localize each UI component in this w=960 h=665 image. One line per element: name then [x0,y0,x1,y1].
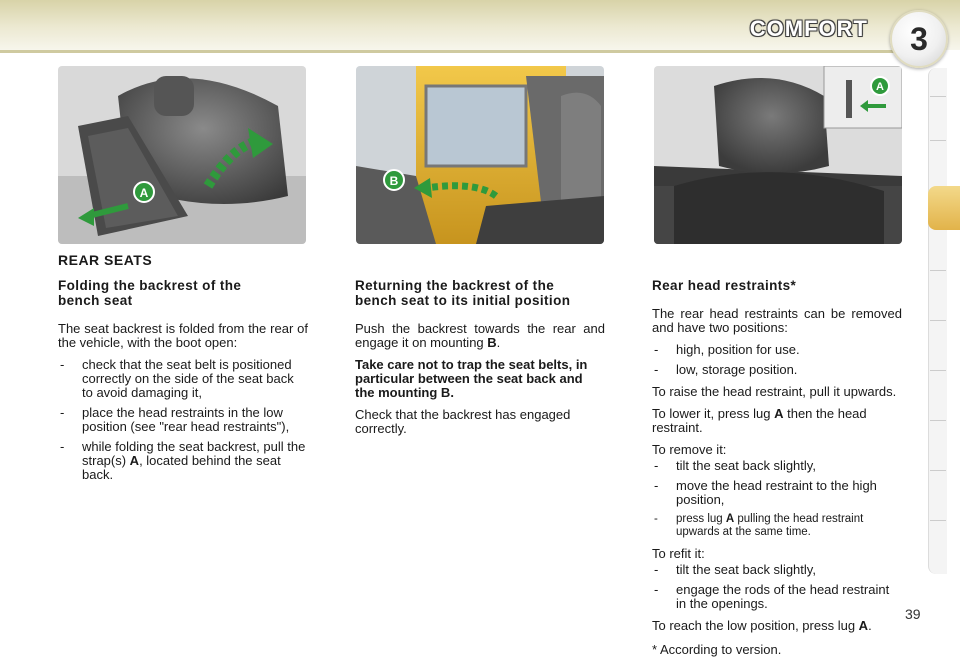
lug-label: A [774,406,784,421]
tab-divider [930,520,946,521]
list-item [652,513,902,539]
callout-B: B [389,174,399,188]
heading-folding-backrest: Folding the backrest of the bench seat [58,278,242,308]
raise-text: To raise the head restraint, pull it upwards. [652,384,897,399]
illustration-returning-backrest [356,66,604,244]
chapter-title: COMFORT [749,16,868,41]
tab-divider [930,420,946,421]
tab-divider [930,320,946,321]
tab-divider [930,470,946,471]
folding-intro: The seat backrest is folded from the rear of the vehicle, with the boot open: [58,321,308,350]
restraints-intro: The rear head restraints can be removed and have two positions: [652,306,902,335]
list-item: - tilt the seat back slightly, [652,563,902,577]
chapter-tab-comfort[interactable] [928,186,960,230]
column-returning-backrest [355,278,605,444]
refit-title: To refit it: [652,546,705,561]
text-run: then the head restraint. [652,406,867,435]
folding-steps [58,358,308,482]
callout-A: A [876,81,884,93]
list-item: - high, position for use. [652,343,902,357]
strap-label: A [129,453,140,468]
tab-divider [930,370,946,371]
tab-divider [930,270,946,271]
section-title: REAR SEATS [58,252,153,268]
list-item: - engage the rods of the head restraint in the openings. [652,583,902,611]
check-text: Check that the backrest has engaged correctly. [355,407,571,436]
column-folding-backrest [58,278,308,490]
text-run: . [868,618,872,633]
warning-text: Take care not to trap the seat belts, in particular between the seat back and the mounting B. [355,357,588,400]
low-position-text [652,619,902,633]
page-number: 39 [905,606,921,622]
chapter-tab-strip [928,68,947,574]
text-run: , located behind the seat back. [82,453,281,482]
refit-steps [652,563,902,611]
column-head-restraints [652,278,902,665]
chapter-number: 3 [910,20,928,57]
list-item [58,440,308,482]
illustration-folding-backrest [58,66,306,244]
callout-A: A [139,186,149,200]
lug-label: A [725,513,735,525]
heading-returning-backrest: Returning the backrest of the bench seat to its initial position [355,278,571,308]
text-run: To lower it, press lug [652,406,775,421]
tab-divider [930,140,946,141]
positions-list [652,343,902,377]
remove-steps [652,459,902,539]
footnote: * According to version. [652,642,782,657]
list-item: - low, storage position. [652,363,902,377]
text-run: . [496,335,501,350]
heading-head-restraints: Rear head restraints* [652,278,797,293]
returning-instruction [355,322,605,350]
text-run: pulling the head restraint upwards at the same time. [676,513,864,538]
list-item: - move the head restraint to the high position, [652,479,902,507]
mounting-label: B [487,335,497,350]
illustration-head-restraint [654,66,902,244]
text-run: Push the backrest towards the rear and engage it on mounting [355,321,605,350]
header-rule [0,50,905,53]
remove-title: To remove it: [652,442,727,457]
tab-divider [930,96,946,97]
text-run: press lug [676,513,726,525]
chapter-number-badge [890,10,948,68]
list-item: - place the head restraints in the low position (see "rear head restraints"), [58,406,308,434]
list-item: - tilt the seat back slightly, [652,459,902,473]
list-item: - check that the seat belt is positioned correctly on the side of the seat back to avoid damaging it, [58,358,308,400]
text-run: To reach the low position, press lug [652,618,859,633]
lug-label: A [858,618,869,633]
lower-text [652,407,902,435]
text-run: while folding the seat backrest, pull the strap(s) [82,439,306,468]
